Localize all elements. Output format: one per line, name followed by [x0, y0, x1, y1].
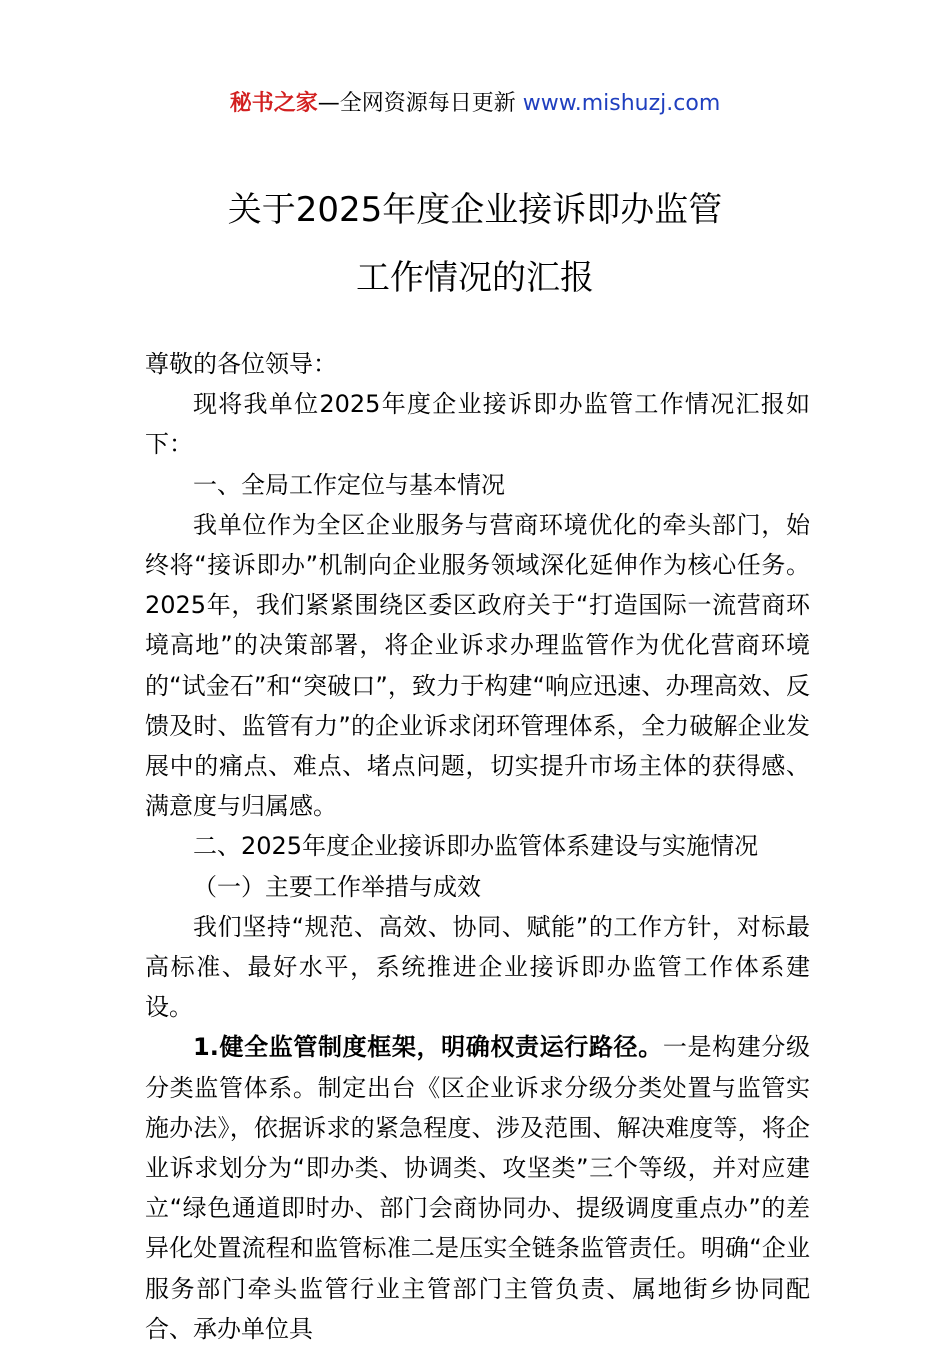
document-title-line-2: 工作情况的汇报	[356, 258, 594, 298]
subsection-1-paragraph: 我们坚持“规范、高效、协同、赋能”的工作方针，对标最高标准、最好水平，系统推进企业接诉即办监管工作体系建设。	[145, 912, 810, 1022]
document-title-line-1: 关于2025年度企业接诉即办监管	[227, 190, 723, 230]
intro-paragraph: 现将我单位2025年度企业接诉即办监管工作情况汇报如下：	[145, 390, 810, 459]
item-1-lead: 1.健全监管制度框架，明确权责运行路径。	[193, 1033, 663, 1062]
site-header	[0, 88, 950, 120]
section-1-paragraph: 我单位作为全区企业服务与营商环境优化的牵头部门，始终将“接诉即办”机制向企业服务领域深化延伸作为核心任务。2025年，我们紧紧围绕区委区政府关于“打造国际一流营商环境高地”的决策部署，将企业诉求办理监管作为优化营商环境的“试金石”和“突破口”，致力于构建“响应迅速、办理高效、反馈及时、监管有力”的企业诉求闭环管理体系，全力破解企业发展中的痛点、难点、堵点问题，切实提升市场主体的获得感、满意度与归属感。	[145, 510, 810, 821]
subsection-1-heading: （一）主要工作举措与成效	[193, 872, 481, 901]
item-1-paragraph	[145, 1027, 810, 1349]
document-body	[145, 344, 810, 1349]
salutation: 尊敬的各位领导：	[145, 350, 337, 378]
site-url-link[interactable]: www.mishuzj.com	[522, 91, 721, 116]
brand-name: 秘书之家	[229, 91, 318, 116]
header-tagline: —全网资源每日更新	[317, 91, 523, 116]
section-1-heading: 一、全局工作定位与基本情况	[193, 470, 505, 499]
section-2-heading: 二、2025年度企业接诉即办监管体系建设与实施情况	[193, 832, 759, 861]
item-1-text: 一是构建分级分类监管体系。制定出台《区企业诉求分级分类处置与监管实施办法》，依据诉求的紧急程度、涉及范围、解决难度等，将企业诉求划分为“即办类、协调类、攻坚类”三个等级，并对应建立“绿色通道即时办、部门会商协同办、提级调度重点办”的差异化处置流程和监管标准二是压实全链条监管责任。明确“企业服务部门牵头监管行业主管部门主管负责、属地街乡协同配合、承办单位具	[145, 1033, 810, 1343]
